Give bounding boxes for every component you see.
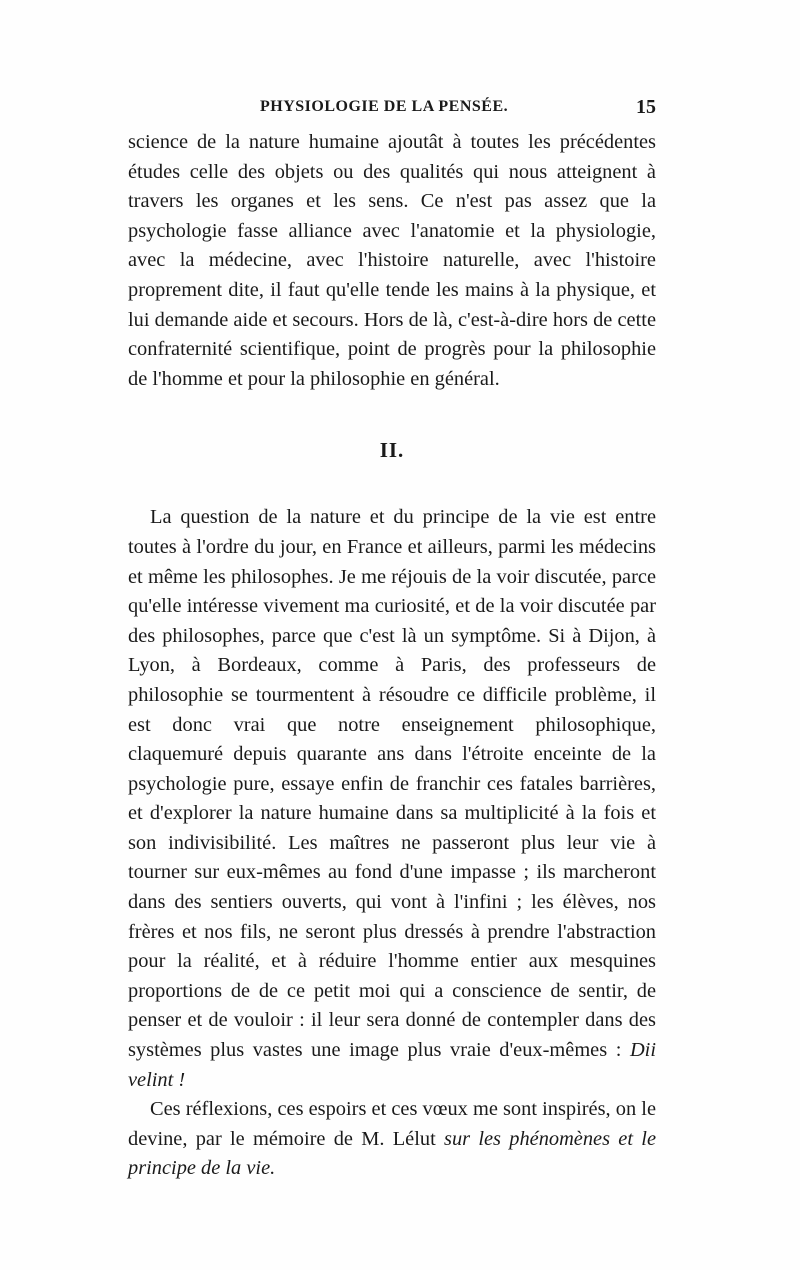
memoir-title: sur les phénomènes et le principe de la vie. bbox=[128, 1127, 656, 1180]
section-heading: II. bbox=[379, 438, 405, 463]
paragraph-continuation: science de la nature humaine ajoutât à toutes les précédentes études celle des objets ou des qualités qui nous atteignent à travers les organes et les sens. Ce n'est pas assez que la psychologie fasse alliance avec l'anatomie et la physiologie, avec la médecine, avec l'histoire naturelle, avec l'histoire proprement dite, il faut qu'elle tende les mains à la physique, et lui demande aide et secours. Hors de là, c'est-à-dire hors de cette confraternité scientifique, point de progrès pour la philosophie de l'homme et pour la philosophie en général. bbox=[128, 131, 656, 390]
page-number: 15 bbox=[636, 96, 656, 118]
paragraph-text: Ces réflexions, ces espoirs et ces vœux me sont inspirés, on le devine, par le mémoire de M. Lélut bbox=[128, 1098, 656, 1150]
latin-phrase: Dii velint ! bbox=[128, 1039, 656, 1091]
text-block bbox=[128, 128, 656, 1184]
paragraph-reflections bbox=[128, 1095, 656, 1184]
paragraph-life-question bbox=[128, 503, 656, 1095]
paragraph-text: La question de la nature et du principe de la vie est entre toutes à l'ordre du jour, en France et ailleurs, parmi les médecins et même les philosophes. Je me réjouis de la voir discutée, parce qu'elle intéresse vivement ma curiosité, et de la voir discutée par des philosophes, parce que c'est là un symptôme. Si à Dijon, à Lyon, à Bordeaux, comme à Paris, des professeurs de philosophie se tourmentent à résoudre ce difficile problème, il est donc vrai que notre enseignement philosophique, claquemuré depuis quarante ans dans l'étroite enceinte de la psychologie pure, essaye enfin de franchir ces fatales barrières, et d'explorer la nature humaine dans sa multiplicité à la fois et son indivisibilité. Les maîtres ne passeront plus leur vie à tourner sur eux-mêmes au fond d'une impasse ; ils marcheront dans des sentiers ouverts, qui vont à l'infini ; les élèves, nos frères et nos fils, ne seront plus dressés à prendre l'abstraction pour la réalité, et à réduire l'homme entier aux mesquines proportions de de ce petit moi qui a conscience de sentir, de penser et de vouloir : il leur sera donné de contempler dans des systèmes plus vastes une image plus vraie d'eux-mêmes : bbox=[128, 506, 656, 1062]
running-title: PHYSIOLOGIE DE LA PENSÉE. bbox=[260, 98, 509, 115]
running-head bbox=[128, 98, 656, 124]
